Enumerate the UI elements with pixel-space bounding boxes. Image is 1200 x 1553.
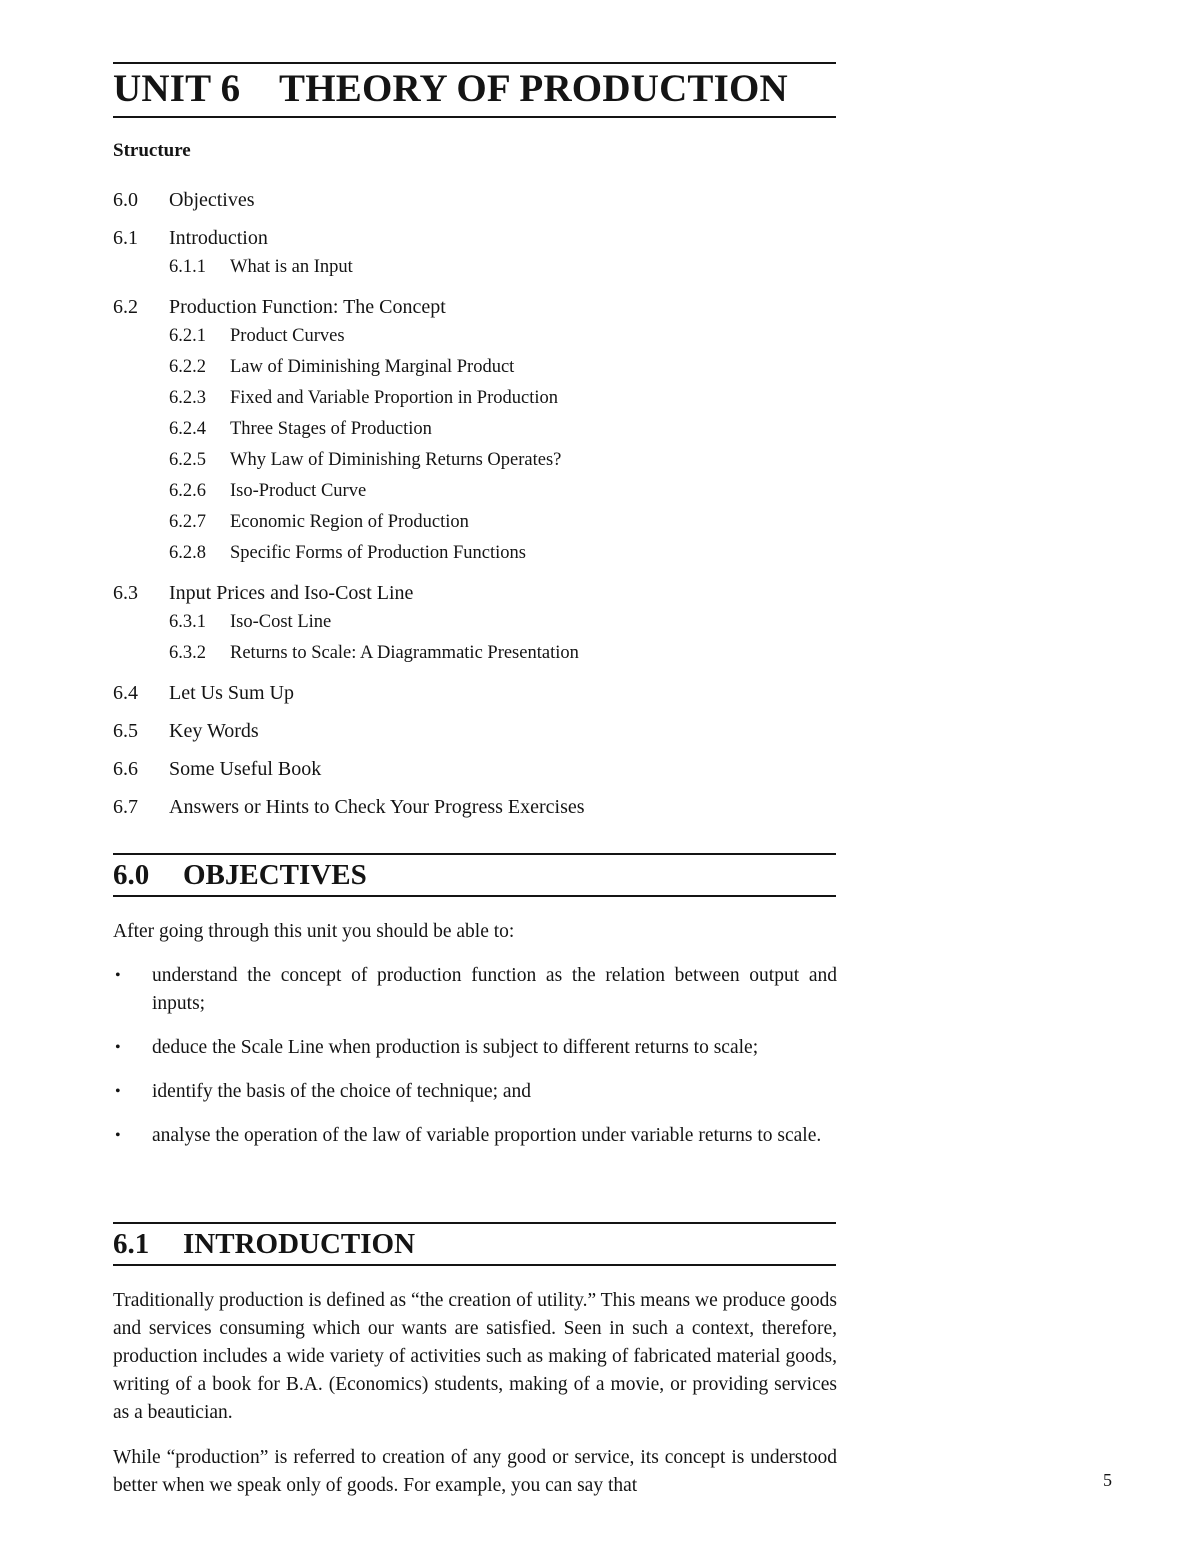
bullet-icon: •	[115, 1127, 121, 1144]
toc-entry-label: Input Prices and Iso-Cost Line	[169, 582, 414, 604]
toc-entry-label: Introduction	[169, 227, 268, 249]
toc-subentry-label: Economic Region of Production	[230, 512, 469, 532]
toc-subentry	[113, 607, 913, 638]
toc-entry-number: 6.1	[113, 227, 138, 249]
toc-subentry	[113, 352, 913, 383]
unit-number: UNIT 6	[113, 67, 241, 110]
toc-entry-number: 6.3	[113, 582, 138, 604]
toc-subentry-label: Iso-Product Curve	[230, 481, 367, 501]
toc-entry-number: 6.0	[113, 189, 138, 211]
toc-entry-number: 6.6	[113, 758, 138, 780]
objective-item	[113, 1122, 837, 1150]
toc-entry	[113, 679, 913, 707]
toc-entry-number: 6.7	[113, 796, 138, 818]
toc-subentry-label: Returns to Scale: A Diagrammatic Presentation	[230, 643, 579, 663]
toc-subentry-number: 6.2.5	[169, 450, 206, 470]
introduction-paragraph-1: Traditionally production is defined as “the creation of utility.” This means we produce goods and services consuming which our wants are satisfied. Seen in such a context, therefore, production includes a wide variety of activities such as making of fabricated material goods, writing of a book for B.A. (Economics) students, making of a movie, or providing services as a beautician.	[113, 1290, 837, 1423]
toc-subentry-label: Fixed and Variable Proportion in Production	[230, 388, 558, 408]
toc-entry	[113, 579, 913, 607]
objective-text: deduce the Scale Line when production is subject to different returns to scale;	[152, 1037, 759, 1058]
toc-subentry-number: 6.3.1	[169, 612, 206, 632]
toc-subentry-number: 6.2.6	[169, 481, 206, 501]
toc-entry-label: Answers or Hints to Check Your Progress Exercises	[169, 796, 585, 818]
table-of-contents	[113, 186, 913, 821]
unit-title-text: THEORY OF PRODUCTION	[279, 67, 788, 110]
toc-entry	[113, 224, 913, 252]
objective-text: analyse the operation of the law of variable proportion under variable returns to scale.	[152, 1125, 822, 1146]
bullet-icon: •	[115, 967, 121, 984]
toc-subentry-number: 6.2.2	[169, 357, 206, 377]
objectives-rule-bottom	[113, 895, 836, 897]
unit-title	[113, 66, 836, 112]
header-rule-bottom	[113, 116, 836, 118]
toc-subentry	[113, 252, 913, 283]
toc-subentry-number: 6.2.7	[169, 512, 206, 532]
toc-subentry-label: Law of Diminishing Marginal Product	[230, 357, 515, 377]
toc-subentry-label: Specific Forms of Production Functions	[230, 543, 526, 563]
toc-entry-label: Key Words	[169, 720, 259, 742]
introduction-paragraph-2: While “production” is referred to creation of any good or service, its concept is understood better when we speak only of goods. For example, you can say that	[113, 1447, 837, 1496]
introduction-heading	[113, 1222, 836, 1266]
toc-subentry-label: Three Stages of Production	[230, 419, 432, 439]
toc-subentry	[113, 414, 913, 445]
toc-subentry-number: 6.2.8	[169, 543, 206, 563]
toc-entry-number: 6.2	[113, 296, 138, 318]
bullet-icon: •	[115, 1039, 121, 1056]
objectives-heading	[113, 853, 836, 897]
toc-subentry-label: Product Curves	[230, 326, 345, 346]
bullet-icon: •	[115, 1083, 121, 1100]
toc-subentry-number: 6.3.2	[169, 643, 206, 663]
toc-entry-number: 6.5	[113, 720, 138, 742]
toc-subentry-label: Iso-Cost Line	[230, 612, 332, 632]
toc-subentry-label: Why Law of Diminishing Returns Operates?	[230, 450, 562, 470]
toc-entry	[113, 755, 913, 783]
introduction-title-text: INTRODUCTION	[183, 1228, 416, 1260]
objectives-title-text: OBJECTIVES	[183, 859, 367, 891]
toc-subentry	[113, 445, 913, 476]
toc-subentry-label: What is an Input	[230, 257, 353, 277]
introduction-rule-bottom	[113, 1264, 836, 1266]
introduction-rule-top	[113, 1222, 836, 1224]
introduction-title	[113, 1227, 836, 1261]
objectives-number: 6.0	[113, 859, 150, 891]
toc-subentry	[113, 638, 913, 669]
toc-subentry-number: 6.1.1	[169, 257, 206, 277]
objective-text: understand the concept of production function as the relation between output and inputs;	[152, 965, 837, 1014]
objectives-rule-top	[113, 853, 836, 855]
toc-subentry	[113, 538, 913, 569]
toc-subentry-number: 6.2.3	[169, 388, 206, 408]
unit-header	[113, 62, 836, 118]
toc-entry	[113, 717, 913, 745]
header-rule-top	[113, 62, 836, 64]
toc-entry-label: Objectives	[169, 189, 255, 211]
toc-entry	[113, 793, 913, 821]
objective-item	[113, 1078, 837, 1106]
toc-entry-label: Let Us Sum Up	[169, 682, 294, 704]
page-number: 5	[1103, 1470, 1112, 1490]
toc-subentry-number: 6.2.4	[169, 419, 206, 439]
toc-subentry	[113, 321, 913, 352]
toc-subentry	[113, 507, 913, 538]
toc-subentry	[113, 383, 913, 414]
toc-entry	[113, 186, 913, 214]
toc-entry	[113, 293, 913, 321]
objective-item	[113, 962, 837, 1018]
structure-label: Structure	[113, 140, 191, 161]
objectives-title	[113, 858, 836, 892]
toc-entry-label: Production Function: The Concept	[169, 296, 446, 318]
objectives-list	[113, 962, 837, 1166]
introduction-number: 6.1	[113, 1228, 150, 1260]
toc-entry-label: Some Useful Book	[169, 758, 322, 780]
toc-entry-number: 6.4	[113, 682, 138, 704]
toc-subentry-number: 6.2.1	[169, 326, 206, 346]
objectives-intro: After going through this unit you should be able to:	[113, 921, 515, 942]
objective-text: identify the basis of the choice of technique; and	[152, 1081, 532, 1102]
objective-item	[113, 1034, 837, 1062]
toc-subentry	[113, 476, 913, 507]
